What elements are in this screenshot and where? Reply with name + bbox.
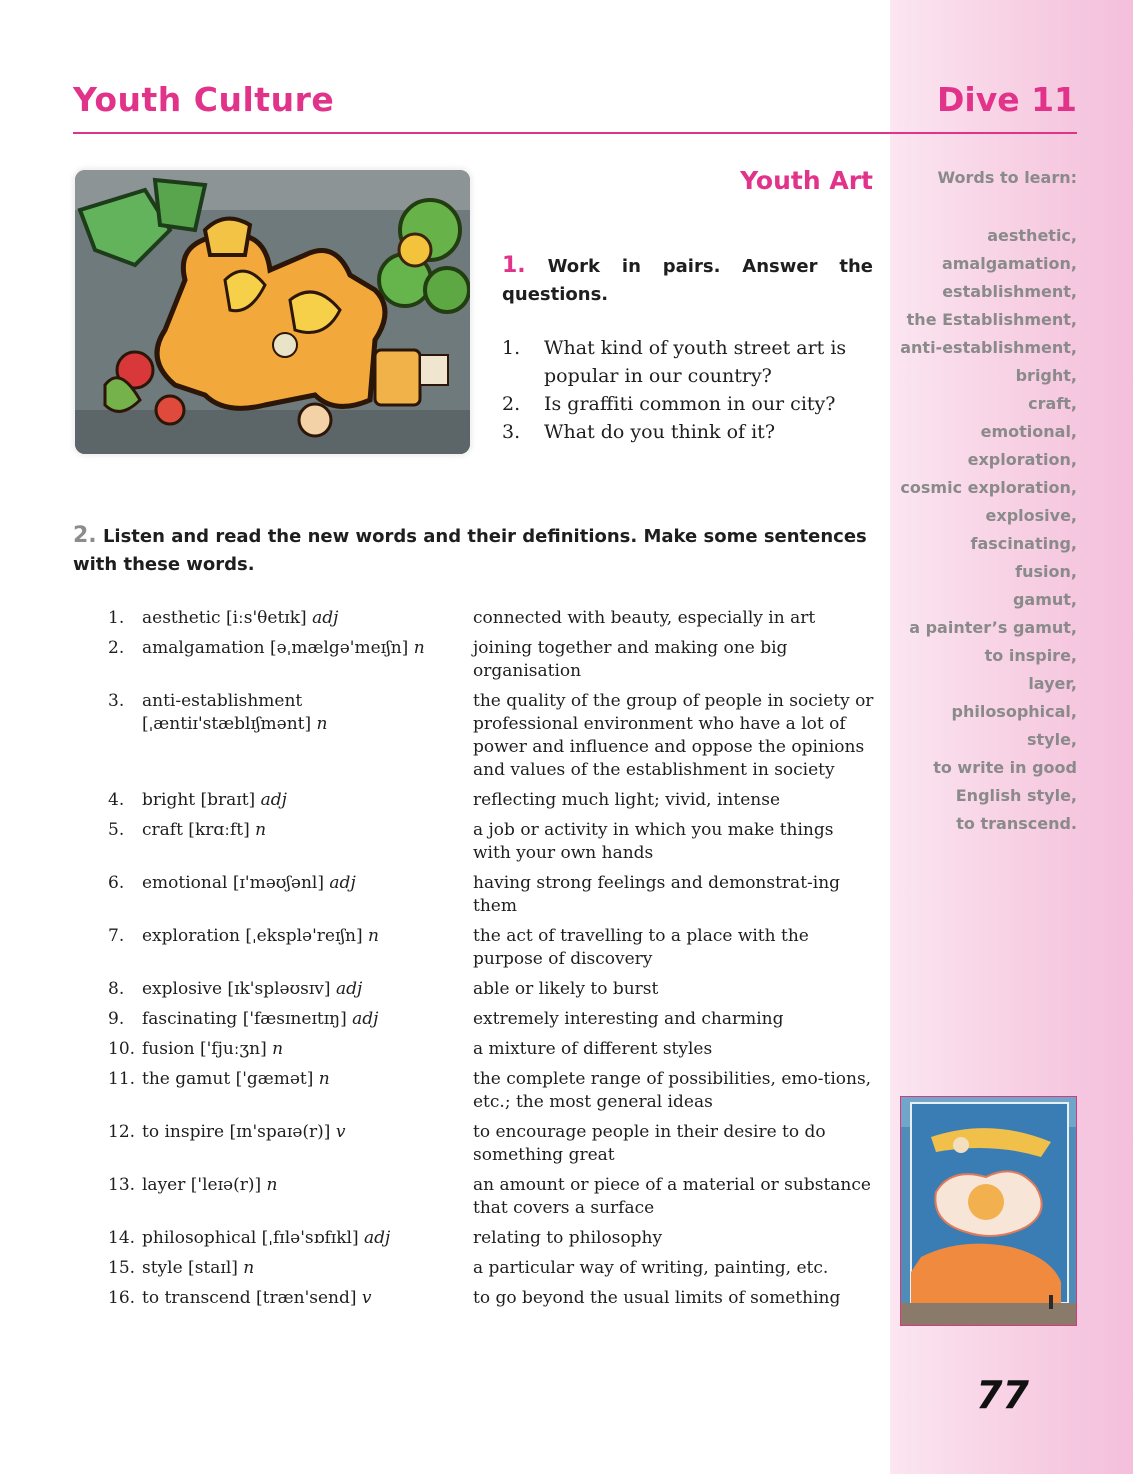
table-row [108, 925, 876, 971]
vocab-term [142, 637, 473, 683]
list-item [502, 334, 874, 390]
list-item: gamut, [1012, 590, 1077, 609]
part-of-speech: adj [329, 873, 356, 893]
term-text: layer ['leɪə(r)] [142, 1175, 262, 1195]
vocab-number: 6. [108, 873, 125, 893]
term-text: philosophical [ˌfɪlə'sɒfɪkl] [142, 1228, 359, 1248]
question-text: What kind of youth street art is popular in our country? [544, 337, 847, 387]
task-2-instruction [73, 522, 873, 579]
list-item: the Establishment, [906, 310, 1077, 329]
list-item: English style, [955, 786, 1077, 805]
unit-label: Dive 11 [936, 80, 1077, 119]
list-item: explosive, [985, 506, 1077, 525]
list-item: emotional, [980, 422, 1077, 441]
part-of-speech: v [361, 1288, 372, 1308]
vocab-definition: able or likely to burst [473, 979, 659, 999]
vocab-definition: to encourage people in their desire to do something great [473, 1122, 826, 1165]
vocab-number: 10. [108, 1039, 136, 1059]
vocab-number: 1. [108, 608, 125, 628]
list-item: philosophical, [951, 702, 1077, 721]
term-text: amalgamation [əˌmælgə'meɪʃn] [142, 638, 409, 658]
part-of-speech: adj [260, 790, 287, 810]
table-row [108, 1227, 876, 1250]
term-text: anti-establishment [ˌæntiɪ'stæblɪʃmənt] [142, 691, 312, 734]
table-row [108, 637, 876, 683]
list-item: establishment, [942, 282, 1077, 301]
list-item: to inspire, [984, 646, 1077, 665]
vocab-term [142, 1038, 473, 1061]
vocab-term [142, 925, 473, 971]
question-number: 3. [502, 421, 521, 443]
part-of-speech: n [413, 638, 425, 658]
task-1-text: Work in pairs. Answer the questions. [502, 256, 873, 305]
vocab-number: 4. [108, 790, 125, 810]
vocab-number: 3. [108, 691, 125, 711]
vocab-definition: reflecting much light; vivid, intense [473, 790, 781, 810]
list-item: fusion, [1015, 562, 1077, 581]
list-item: exploration, [967, 450, 1077, 469]
table-row [108, 978, 876, 1001]
part-of-speech: adj [335, 979, 363, 999]
part-of-speech: n [243, 1258, 255, 1278]
page-number: 77 [976, 1373, 1029, 1417]
vocab-number: 16. [108, 1288, 136, 1308]
list-item: style, [1026, 730, 1077, 749]
vocab-definition: a job or activity in which you make things with your own hands [473, 820, 834, 863]
vocabulary-table [108, 607, 876, 1317]
list-item: fascinating, [970, 534, 1077, 553]
list-item: layer, [1028, 674, 1077, 693]
part-of-speech: n [266, 1175, 278, 1195]
vocab-definition: relating to philosophy [473, 1228, 663, 1248]
question-list [502, 334, 874, 446]
part-of-speech: v [335, 1122, 346, 1142]
table-row [108, 872, 876, 918]
vocab-definition: the act of travelling to a place with the purpose of discovery [473, 926, 809, 969]
vocab-definition: having strong feelings and demonstrat-ing them [473, 873, 841, 916]
vocab-term [142, 690, 362, 782]
vocab-number: 14. [108, 1228, 136, 1248]
vocab-term [142, 1227, 473, 1250]
vocab-definition: the complete range of possibilities, emo-tions, etc.; the most general ideas [473, 1069, 872, 1112]
vocab-term [142, 1257, 473, 1280]
vocab-term [142, 789, 473, 812]
words-to-learn-label: Words to learn: [937, 168, 1077, 187]
vocab-number: 5. [108, 820, 125, 840]
vocab-definition: extremely interesting and charming [473, 1009, 784, 1029]
part-of-speech: adj [363, 1228, 391, 1248]
term-text: craft [krɑːft] [142, 820, 250, 840]
question-text: What do you think of it? [544, 421, 776, 443]
vocab-number: 12. [108, 1122, 136, 1142]
task-2-text: Listen and read the new words and their definitions. Make some sentences with these words. [73, 526, 867, 575]
table-row [108, 789, 876, 812]
table-row [108, 1174, 876, 1220]
graffiti-photo [75, 170, 470, 454]
vocab-definition: connected with beauty, especially in art [473, 608, 816, 628]
term-text: the gamut ['gæmət] [142, 1069, 314, 1089]
vocab-definition: a mixture of different styles [473, 1039, 713, 1059]
list-item: aesthetic, [987, 226, 1077, 245]
table-row [108, 1257, 876, 1280]
vocab-number: 8. [108, 979, 125, 999]
task-1-number: 1. [502, 253, 526, 278]
vocab-term [142, 1068, 473, 1114]
term-text: style [staɪl] [142, 1258, 238, 1278]
term-text: exploration [ˌeksplə'reɪʃn] [142, 926, 363, 946]
words-to-learn-list [900, 222, 1077, 838]
term-text: emotional [ɪ'məʊʃənl] [142, 873, 325, 893]
list-item [502, 418, 874, 446]
list-item: a painter’s gamut, [909, 618, 1077, 637]
term-text: fusion ['fjuːʒn] [142, 1039, 267, 1059]
part-of-speech: n [255, 820, 267, 840]
list-item: to write in good [933, 758, 1077, 777]
list-item: anti-establishment, [900, 338, 1077, 357]
question-number: 2. [502, 393, 521, 415]
vocab-definition: a particular way of writing, painting, etc. [473, 1258, 829, 1278]
table-row [108, 1287, 876, 1310]
term-text: bright [braɪt] [142, 790, 256, 810]
term-text: fascinating ['fæsɪneɪtɪŋ] [142, 1009, 347, 1029]
vocab-term [142, 819, 473, 865]
vocab-term [142, 607, 473, 630]
part-of-speech: adj [312, 608, 339, 628]
vocab-number: 2. [108, 638, 125, 658]
table-row [108, 1008, 876, 1031]
task-1-instruction [502, 252, 873, 309]
question-text: Is graffiti common in our city? [544, 393, 836, 415]
list-item [502, 390, 874, 418]
list-item: amalgamation, [941, 254, 1077, 273]
vocab-number: 7. [108, 926, 125, 946]
vocab-term [142, 1287, 473, 1310]
vocab-number: 9. [108, 1009, 125, 1029]
table-row [108, 1038, 876, 1061]
vocab-number: 11. [108, 1069, 136, 1089]
table-row [108, 607, 876, 630]
vocab-term [142, 1174, 473, 1220]
term-text: to transcend [træn'send] [142, 1288, 357, 1308]
vocab-definition: to go beyond the usual limits of something [473, 1288, 841, 1308]
question-number: 1. [502, 337, 521, 359]
table-row [108, 819, 876, 865]
table-row [108, 1121, 876, 1167]
list-item: to transcend. [956, 814, 1077, 833]
part-of-speech: n [272, 1039, 284, 1059]
vocab-number: 15. [108, 1258, 136, 1278]
list-item: bright, [1015, 366, 1077, 385]
vocab-number: 13. [108, 1175, 136, 1195]
part-of-speech: n [368, 926, 379, 946]
vocab-definition: the quality of the group of people in society or professional environment who have a lot of power and influence and oppose the opinions and values of the establishment in society [473, 691, 874, 780]
section-title: Youth Art [740, 166, 873, 195]
list-item: craft, [1028, 394, 1077, 413]
vocab-definition: an amount or piece of a material or substance that covers a surface [473, 1175, 871, 1218]
vocab-term [142, 872, 473, 918]
chapter-title: Youth Culture [73, 80, 335, 119]
part-of-speech: adj [352, 1009, 379, 1029]
part-of-speech: n [316, 714, 328, 734]
term-text: explosive [ɪk'spləʊsɪv] [142, 979, 331, 999]
table-row [108, 1068, 876, 1114]
vocab-definition: joining together and making one big organisation [473, 638, 788, 681]
vocab-term [142, 1121, 473, 1167]
vocab-term [142, 1008, 473, 1031]
list-item: cosmic exploration, [900, 478, 1077, 497]
part-of-speech: n [318, 1069, 330, 1089]
vocab-term [142, 978, 473, 1001]
term-text: aesthetic [iːs'θetɪk] [142, 608, 307, 628]
mural-photo [900, 1096, 1077, 1326]
term-text: to inspire [ɪn'spaɪə(r)] [142, 1122, 331, 1142]
header-divider [73, 132, 1077, 134]
task-2-number: 2. [73, 523, 97, 548]
table-row [108, 690, 876, 782]
